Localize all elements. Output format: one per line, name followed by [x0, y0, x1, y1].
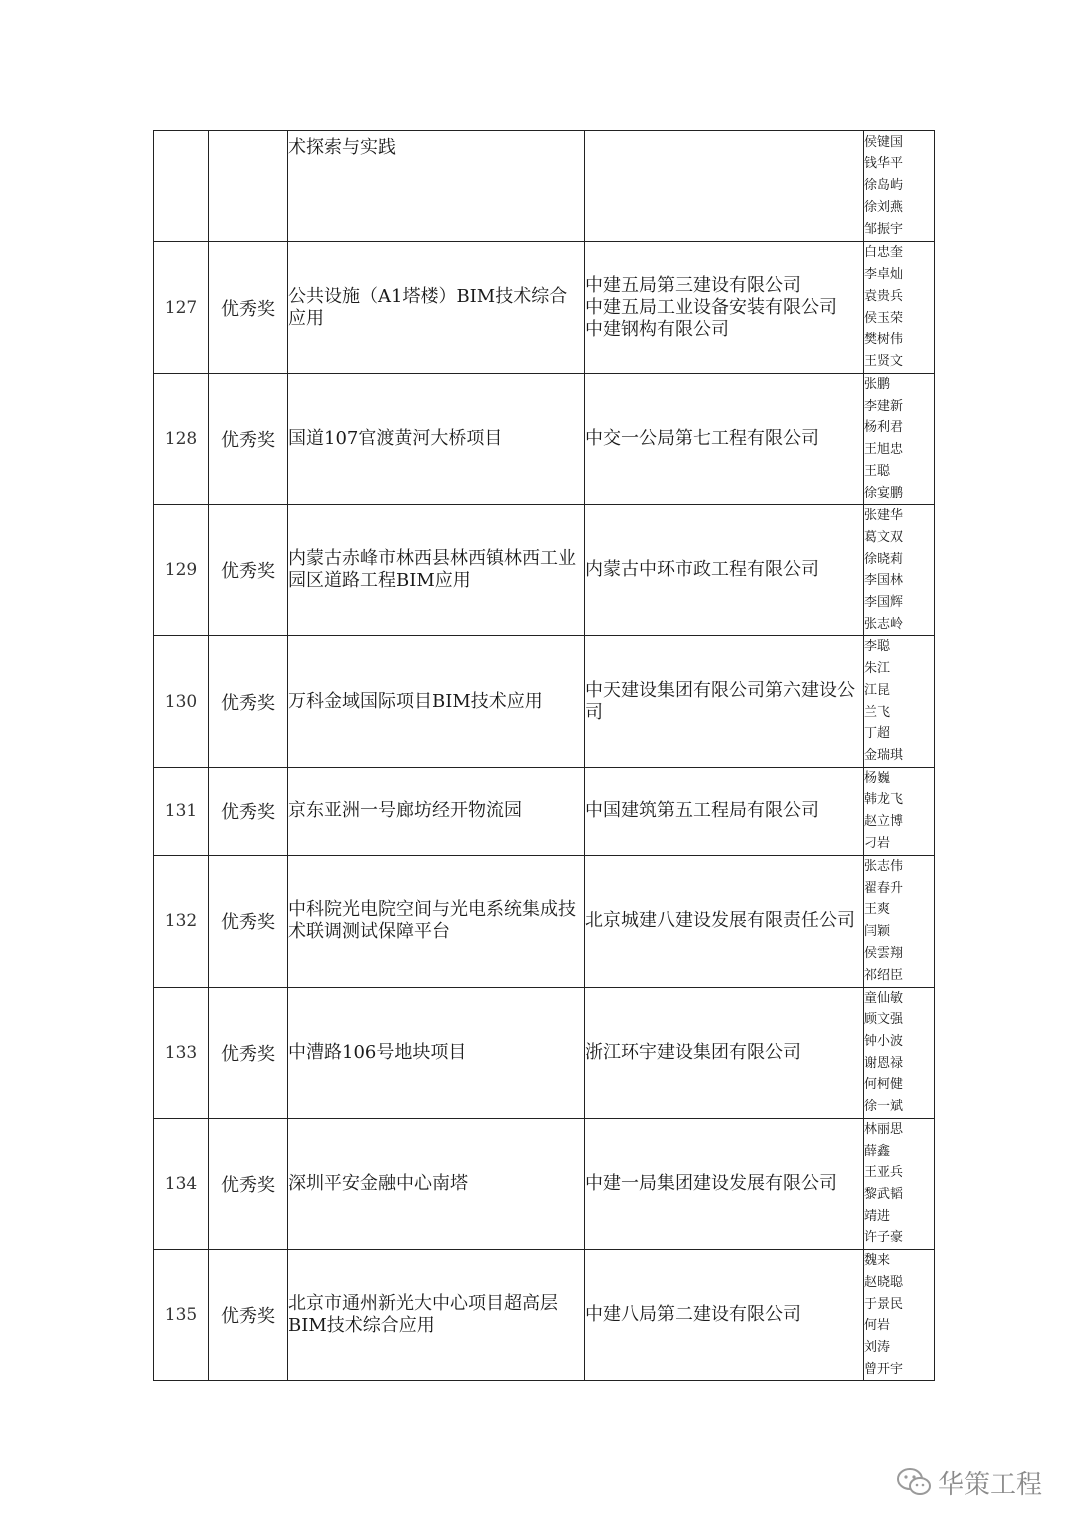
project-name: 内蒙古赤峰市林西县林西镇林西工业园区道路工程BIM应用 — [288, 505, 585, 636]
member-name: 袁贵兵 — [864, 288, 904, 304]
members-cell — [864, 1118, 935, 1249]
member-name: 徐一斌 — [864, 1099, 904, 1115]
member-name: 韩龙飞 — [864, 792, 904, 808]
member-name: 徐晓莉 — [864, 551, 904, 567]
member-name: 邹振宇 — [864, 221, 904, 237]
organization-cell — [585, 987, 864, 1118]
members-cell — [864, 855, 935, 987]
member-name: 赵立博 — [864, 814, 904, 830]
row-number: 132 — [154, 855, 209, 987]
table-row — [154, 505, 935, 636]
member-name: 葛文双 — [864, 529, 904, 545]
award-level — [209, 131, 288, 242]
row-number: 134 — [154, 1118, 209, 1249]
member-name: 赵晓聪 — [864, 1274, 904, 1290]
member-name: 翟春升 — [864, 880, 904, 896]
organization-name: 内蒙古中环市政工程有限公司 — [585, 559, 819, 581]
member-name: 徐岛屿 — [864, 178, 904, 194]
member-name: 刘涛 — [864, 1339, 891, 1355]
row-number: 131 — [154, 767, 209, 855]
member-name: 张志伟 — [864, 859, 904, 875]
project-name: 京东亚洲一号廊坊经开物流园 — [288, 767, 585, 855]
member-name: 许子豪 — [864, 1230, 904, 1246]
organization-name: 中天建设集团有限公司第六建设公司 — [585, 679, 855, 723]
member-name: 祁绍臣 — [864, 967, 904, 983]
row-number: 128 — [154, 374, 209, 505]
member-name: 何柯健 — [864, 1077, 904, 1093]
member-name: 王旭忠 — [864, 442, 904, 458]
organization-name: 中建钢构有限公司 — [585, 318, 729, 340]
member-name: 王爽 — [864, 902, 891, 918]
organization-cell — [585, 636, 864, 767]
organization-cell — [585, 1250, 864, 1381]
member-name: 何岩 — [864, 1318, 891, 1334]
members-cell — [864, 374, 935, 505]
award-level: 优秀奖 — [209, 987, 288, 1118]
project-name: 中漕路106号地块项目 — [288, 987, 585, 1118]
member-name: 徐刘燕 — [864, 199, 904, 215]
project-name: 国道107官渡黄河大桥项目 — [288, 374, 585, 505]
member-name: 李建新 — [864, 398, 904, 414]
organization-name: 北京城建八建设发展有限责任公司 — [585, 910, 855, 932]
organization-name: 中建八局第二建设有限公司 — [585, 1304, 801, 1326]
member-name: 钱华平 — [864, 156, 904, 172]
organization-name: 中建五局工业设备安装有限公司 — [585, 296, 837, 318]
member-name: 侯雲翔 — [864, 945, 904, 961]
member-name: 朱江 — [864, 661, 891, 677]
member-name: 谢恩禄 — [864, 1055, 904, 1071]
row-number: 127 — [154, 242, 209, 374]
table-row — [154, 987, 935, 1118]
member-name: 侯键国 — [864, 134, 904, 150]
member-name: 江昆 — [864, 682, 891, 698]
table-row — [154, 242, 935, 374]
member-name: 王聪 — [864, 463, 891, 479]
organization-cell — [585, 767, 864, 855]
table-row — [154, 1118, 935, 1249]
table-row — [154, 767, 935, 855]
member-name: 杨利君 — [864, 420, 904, 436]
watermark-text: 华策工程 — [938, 1469, 1043, 1500]
organization-name: 浙江环宇建设集团有限公司 — [585, 1041, 801, 1063]
award-level: 优秀奖 — [209, 242, 288, 374]
member-name: 李卓灿 — [864, 267, 904, 283]
member-name: 徐宴鹏 — [864, 485, 904, 501]
project-name: 北京市通州新光大中心项目超高层BIM技术综合应用 — [288, 1250, 585, 1381]
member-name: 刁岩 — [864, 835, 891, 851]
award-level: 优秀奖 — [209, 1118, 288, 1249]
member-name: 丁超 — [864, 726, 891, 742]
table-row — [154, 1250, 935, 1381]
member-name: 林丽思 — [864, 1121, 904, 1137]
member-name: 薛鑫 — [864, 1143, 891, 1159]
member-name: 魏来 — [864, 1253, 891, 1269]
members-cell — [864, 505, 935, 636]
row-number: 133 — [154, 987, 209, 1118]
wechat-icon — [896, 1467, 932, 1497]
member-name: 侯玉荣 — [864, 310, 904, 326]
table-row — [154, 131, 935, 242]
member-name: 黎武韬 — [864, 1186, 904, 1202]
member-name: 王亚兵 — [864, 1165, 904, 1181]
members-cell — [864, 1250, 935, 1381]
member-name: 杨巍 — [864, 770, 891, 786]
members-cell — [864, 987, 935, 1118]
table-row — [154, 636, 935, 767]
organization-name: 中建五局第三建设有限公司 — [585, 274, 801, 296]
member-name: 樊树伟 — [864, 332, 904, 348]
member-name: 于景民 — [864, 1296, 904, 1312]
project-name: 公共设施（A1塔楼）BIM技术综合应用 — [288, 242, 585, 374]
award-level: 优秀奖 — [209, 855, 288, 987]
member-name: 白忠奎 — [864, 245, 904, 261]
row-number — [154, 131, 209, 242]
organization-name: 中建一局集团建设发展有限公司 — [585, 1172, 837, 1194]
award-level: 优秀奖 — [209, 374, 288, 505]
member-name: 兰飞 — [864, 704, 891, 720]
member-name: 童仙敏 — [864, 990, 904, 1006]
project-name: 术探索与实践 — [288, 131, 585, 242]
organization-cell — [585, 505, 864, 636]
row-number: 130 — [154, 636, 209, 767]
row-number: 135 — [154, 1250, 209, 1381]
award-level: 优秀奖 — [209, 767, 288, 855]
member-name: 顾文强 — [864, 1012, 904, 1028]
organization-cell — [585, 855, 864, 987]
member-name: 金瑞琪 — [864, 747, 904, 763]
watermark — [896, 1462, 1042, 1502]
member-name: 曾开宇 — [864, 1361, 904, 1377]
member-name: 张志岭 — [864, 616, 904, 632]
organization-name: 中国建筑第五工程局有限公司 — [585, 800, 819, 822]
member-name: 钟小波 — [864, 1034, 904, 1050]
member-name: 靖进 — [864, 1208, 891, 1224]
organization-cell — [585, 131, 864, 242]
organization-cell — [585, 1118, 864, 1249]
organization-cell — [585, 374, 864, 505]
row-number: 129 — [154, 505, 209, 636]
members-cell — [864, 767, 935, 855]
award-level: 优秀奖 — [209, 505, 288, 636]
member-name: 李聪 — [864, 639, 891, 655]
member-name: 张鹏 — [864, 377, 891, 392]
table-row — [154, 855, 935, 987]
organization-cell — [585, 242, 864, 374]
member-name: 张建华 — [864, 508, 904, 524]
award-level: 优秀奖 — [209, 1250, 288, 1381]
member-name: 王贤文 — [864, 353, 904, 369]
award-level: 优秀奖 — [209, 636, 288, 767]
project-name: 万科金域国际项目BIM技术应用 — [288, 636, 585, 767]
project-name: 深圳平安金融中心南塔 — [288, 1118, 585, 1249]
member-name: 李国辉 — [864, 595, 904, 611]
project-name: 中科院光电院空间与光电系统集成技术联调测试保障平台 — [288, 855, 585, 987]
members-cell — [864, 242, 935, 374]
member-name: 李国林 — [864, 573, 904, 589]
table-row — [154, 374, 935, 505]
awards-table-body — [154, 131, 935, 1381]
organization-name: 中交一公局第七工程有限公司 — [585, 428, 819, 450]
members-cell — [864, 131, 935, 242]
members-cell — [864, 636, 935, 767]
awards-table — [153, 130, 935, 1381]
member-name: 闫颖 — [864, 924, 891, 940]
